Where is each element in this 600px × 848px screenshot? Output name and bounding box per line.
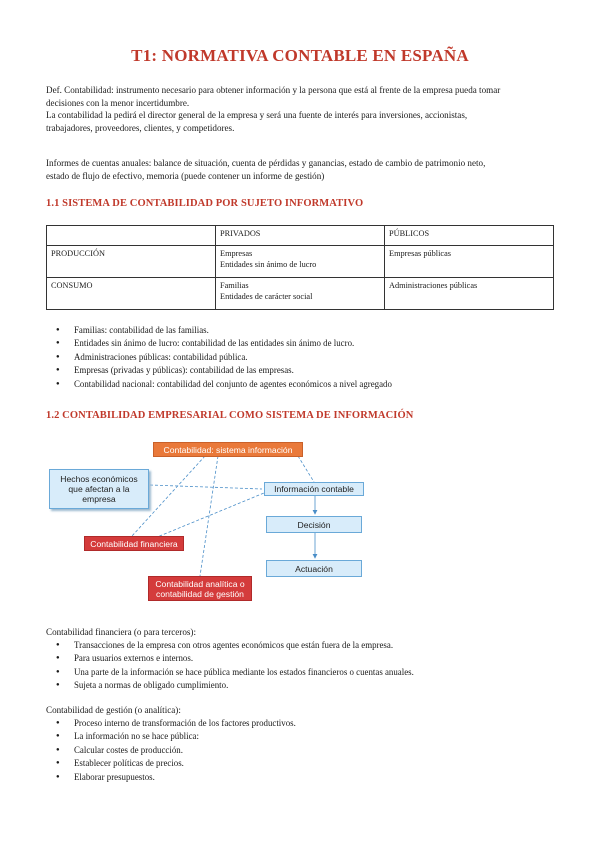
box-hechos-line: que afectan a la bbox=[68, 484, 130, 494]
intro-line: La contabilidad la pedirá el director general de la empresa y será una fuente de interés para inversiones, accionistas, bbox=[46, 110, 468, 121]
box-hechos-economicos bbox=[49, 469, 149, 509]
connector-top-analitica bbox=[200, 456, 218, 576]
table-cell-label: PRODUCCIÓN bbox=[47, 246, 216, 278]
list-item: ● Contabilidad nacional: contabilidad del conjunto de agentes económicos a nivel agregado bbox=[74, 378, 574, 391]
section-heading-2: 1.2 CONTABILIDAD EMPRESARIAL COMO SISTEMA DE INFORMACIÓN bbox=[46, 410, 414, 421]
list-item: ● Una parte de la información se hace pública mediante los estados financieros o cuentas anuales. bbox=[74, 666, 574, 679]
table-header-cell: PÚBLICOS bbox=[385, 226, 554, 246]
gestion-title: Contabilidad de gestión (o analítica): bbox=[46, 705, 181, 715]
list-item: ● Elaborar presupuestos. bbox=[74, 771, 574, 784]
list-item: ● Administraciones públicas: contabilidad pública. bbox=[74, 351, 574, 364]
box-analitica-line: Contabilidad analítica o bbox=[155, 578, 245, 589]
box-contabilidad-financiera: Contabilidad financiera bbox=[84, 536, 184, 551]
box-actuacion: Actuación bbox=[266, 560, 362, 577]
list-item: ● Empresas (privadas y públicas): contabilidad de las empresas. bbox=[74, 364, 574, 377]
list-item: ● Calcular costes de producción. bbox=[74, 744, 574, 757]
document-title: T1: NORMATIVA CONTABLE EN ESPAÑA bbox=[131, 46, 469, 65]
table-cell: Empresas públicas bbox=[385, 246, 554, 278]
list-item: ● Establecer políticas de precios. bbox=[74, 757, 574, 770]
box-informacion-contable: Información contable bbox=[264, 482, 364, 496]
intro-line: Def. Contabilidad: instrumento necesario para obtener información y la persona que está al frente de la empresa pueda tomar bbox=[46, 85, 501, 95]
table-cell: Administraciones públicas bbox=[385, 278, 554, 310]
list-item: ● Transacciones de la empresa con otros agentes económicos que están fuera de la empresa. bbox=[74, 639, 574, 652]
table-cell-line: Familias bbox=[220, 281, 249, 290]
informes-line: Informes de cuentas anuales: balance de situación, cuenta de pérdidas y ganancias, estado de cambio de patrimonio neto, bbox=[46, 158, 486, 168]
list-item: ● Entidades sin ánimo de lucro: contabilidad de las entidades sin ánimo de lucro. bbox=[74, 337, 574, 350]
table-cell-line: Entidades de carácter social bbox=[220, 292, 313, 301]
box-sistema-informacion: Contabilidad: sistema información bbox=[153, 442, 303, 457]
table-cell-line: Empresas bbox=[220, 249, 253, 258]
informes-line: estado de flujo de efectivo, memoria (puede contener un informe de gestión) bbox=[46, 170, 325, 181]
gestion-bullet-list bbox=[46, 717, 574, 784]
connector-hechos-informacion bbox=[150, 485, 262, 489]
list-item: ● Proceso interno de transformación de los factores productivos. bbox=[74, 717, 574, 730]
intro-line: decisiones con la menor incertidumbre. bbox=[46, 97, 190, 108]
list-item: ● Para usuarios externos e internos. bbox=[74, 652, 574, 665]
table-cell-line: Entidades sin ánimo de lucro bbox=[220, 260, 317, 269]
section-heading-1: 1.1 SISTEMA DE CONTABILIDAD POR SUJETO INFORMATIVO bbox=[46, 198, 364, 209]
box-analitica-line: contabilidad de gestión bbox=[156, 588, 244, 599]
table-header-cell: PRIVADOS bbox=[216, 226, 385, 246]
box-decision: Decisión bbox=[266, 516, 362, 533]
box-contabilidad-analitica bbox=[148, 576, 252, 601]
table-cell-label: CONSUMO bbox=[47, 278, 216, 310]
connector-financiera-informacion bbox=[150, 493, 264, 540]
financiera-bullet-list bbox=[46, 639, 574, 693]
intro-line: trabajadores, proveedores, clientes, y competidores. bbox=[46, 122, 235, 133]
list-item: ● Familias: contabilidad de las familias. bbox=[74, 324, 574, 337]
box-hechos-line: empresa bbox=[82, 494, 116, 504]
financiera-title: Contabilidad financiera (o para terceros): bbox=[46, 627, 196, 637]
connector-top-informacion bbox=[298, 456, 314, 482]
box-hechos-line: Hechos económicos bbox=[60, 474, 138, 484]
list-item: ● Sujeta a normas de obligado cumplimiento. bbox=[74, 679, 574, 692]
list-item: ● La información no se hace pública: bbox=[74, 730, 574, 743]
